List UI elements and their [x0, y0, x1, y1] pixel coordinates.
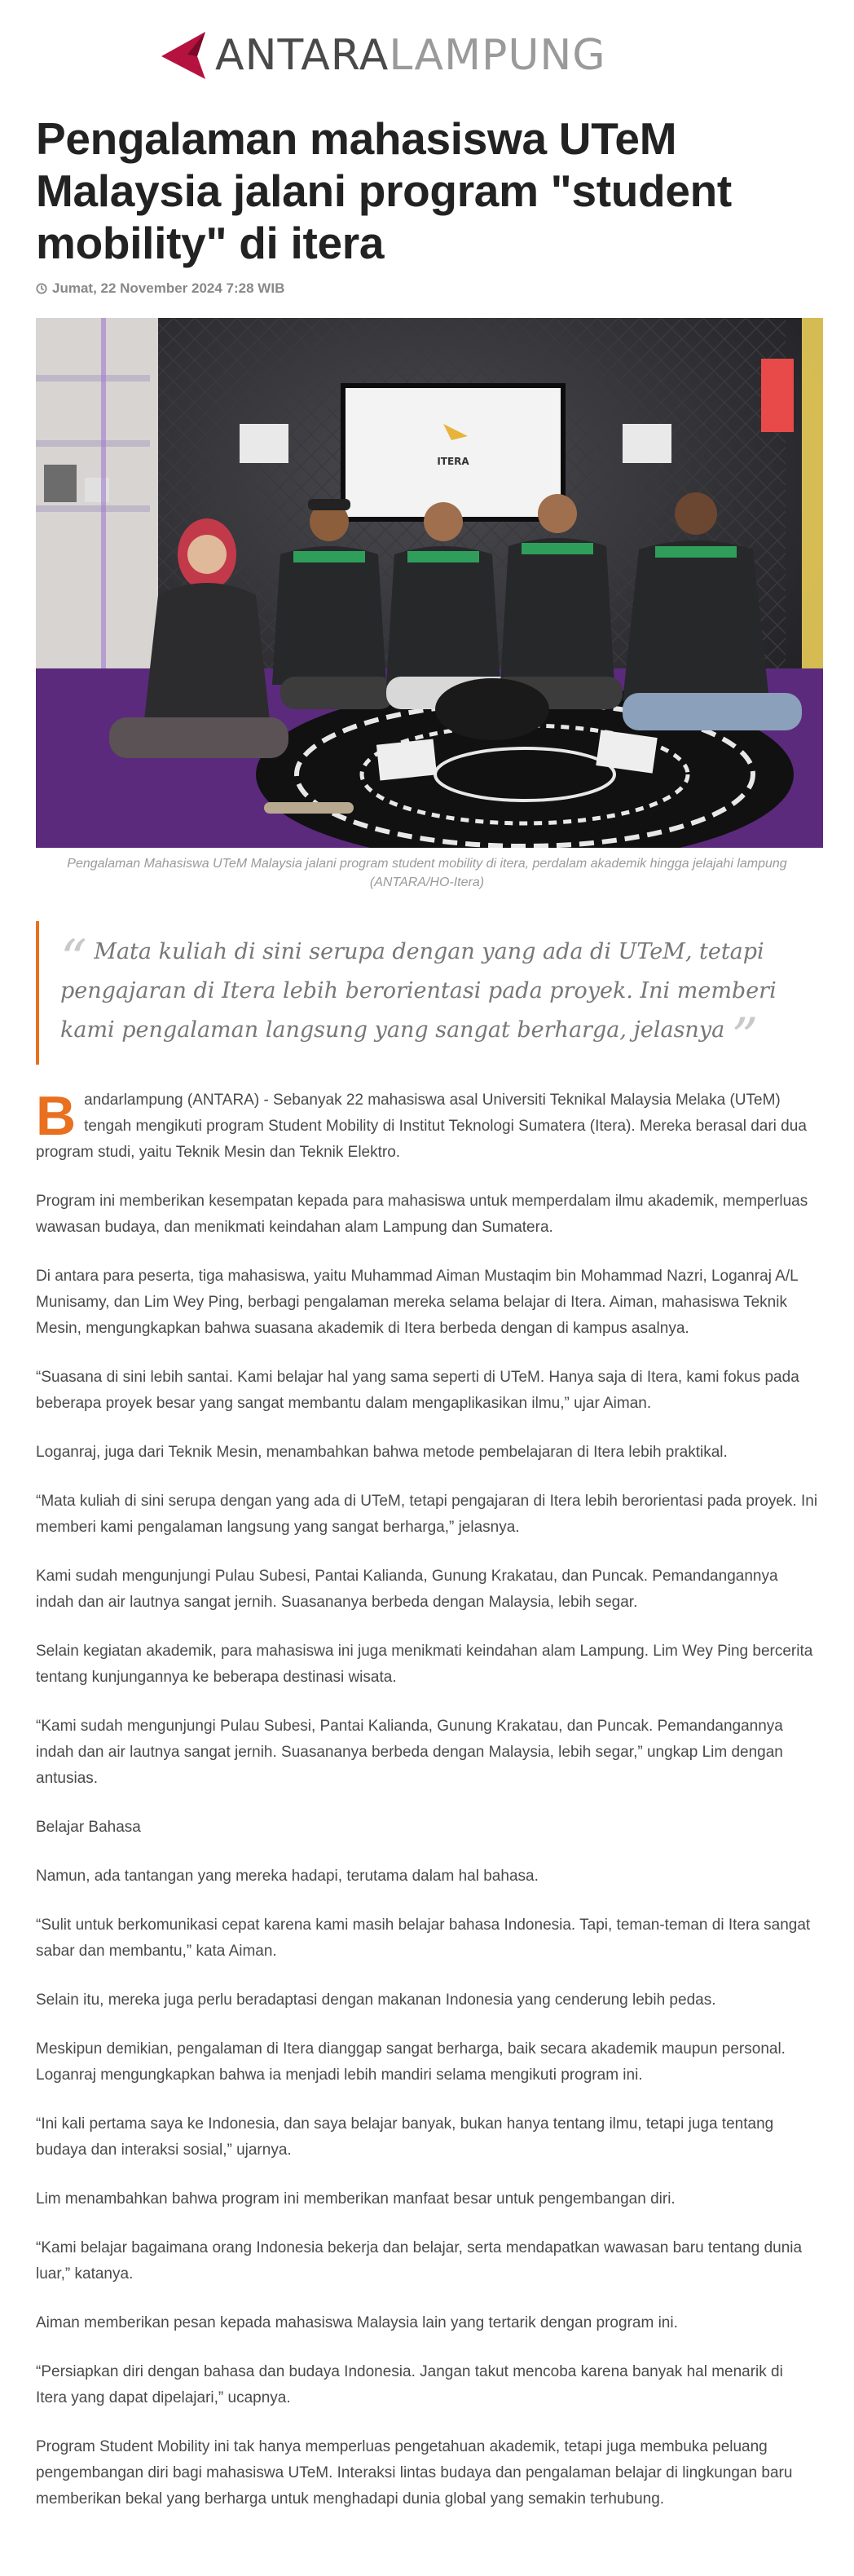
pull-quote-body	[60, 929, 786, 1068]
paragraph: “Suasana di sini lebih santai. Kami belajar hal yang sama seperti di UTeM. Hanya saja di Itera, kami fokus pada beberapa proyek besar yang sangat membantu dalam mengaplikasikan ilmu,” ujar Aiman.	[36, 1369, 799, 1412]
paragraph: “Kami belajar bagaimana orang Indonesia bekerja dan belajar, serta mendapatkan wawasan baru tentang dunia luar,” katanya.	[36, 2239, 803, 2283]
drop-cap: B	[36, 1087, 77, 1147]
photo-caption-text: Pengalaman Mahasiswa UTeM Malaysia jalani program student mobility di itera, perdalam akademik hingga jelajahi lampung	[67, 857, 787, 871]
paragraph: Meskipun demikian, pengalaman di Itera dianggap sangat berharga, baik secara akademik maupun personal. Loganraj mengungkapkan bahwa ia menjadi lebih mandiri selama mengikuti program ini.	[36, 2040, 786, 2084]
article-body	[36, 1087, 818, 2512]
paragraph: Selain kegiatan akademik, para mahasiswa ini juga menikmati keindahan alam Lampung. Lim Wey Ping bercerita tentang kunjungannya ke beberapa destinasi wisata.	[36, 1643, 813, 1686]
photo-caption	[36, 854, 818, 892]
paragraph: Program ini memberikan kesempatan kepada para mahasiswa untuk memperdalam ilmu akademik, memperluas wawasan budaya, dan menikmati keindahan alam Lampung dan Sumatera.	[36, 1193, 808, 1236]
photo-illustration	[36, 318, 823, 848]
logo-wordmark	[215, 31, 606, 80]
article-title: Pengalaman mahasiswa UTeM Malaysia jalani program "student mobility" di itera	[36, 113, 732, 268]
paragraph: Aiman memberikan pesan kepada mahasiswa Malaysia lain yang tertarik dengan program ini.	[36, 2314, 678, 2331]
lead-paragraph	[36, 1087, 818, 1166]
lead-text: andarlampung (ANTARA) - Sebanyak 22 mahasiswa asal Universiti Teknikal Malaysia Melaka (UTeM) tengah mengikuti program Student Mobility di Institut Teknologi Sumatera (Itera). Mereka berasal dari dua program studi, yaitu Teknik Mesin dan Teknik Elektro.	[36, 1092, 807, 1161]
paragraph: Kami sudah mengunjungi Pulau Subesi, Pantai Kalianda, Gunung Krakatau, dan Puncak. Pemandangannya indah dan air lautnya sangat jernih. Suasananya berbeda dengan Malaysia, lebih segar.	[36, 1568, 778, 1611]
screen-label: ITERA	[437, 456, 469, 467]
paragraph: Loganraj, juga dari Teknik Mesin, menambahkan bahwa metode pembelajaran di Itera lebih praktikal.	[36, 1444, 728, 1461]
paragraph: Di antara para peserta, tiga mahasiswa, yaitu Muhammad Aiman Mustaqim bin Mohammad Nazri, Loganraj A/L Munisamy, dan Lim Wey Ping, berbagi pengalaman mereka selama belajar di Itera. Aiman, mahasiswa Teknik Mesin, mengungkapkan bahwa suasana akademik di Itera berbeda dengan di kampus asalnya.	[36, 1268, 798, 1337]
pull-quote-text: Mata kuliah di sini serupa dengan yang ada di UTeM, tetapi pengajaran di Itera lebih berorientasi pada proyek. Ini memberi kami pengalaman langsung yang sangat berharga, jelasnya	[60, 939, 777, 1043]
quote-open-icon: “	[60, 929, 87, 990]
subheading: Belajar Bahasa	[36, 1819, 141, 1836]
photo-credit: (ANTARA/HO-Itera)	[369, 876, 485, 889]
paragraph: “Ini kali pertama saya ke Indonesia, dan saya belajar banyak, bukan hanya tentang ilmu, tetapi juga tentang budaya dan interaksi sosial,” ujarnya.	[36, 2115, 774, 2159]
logo-region-text: LAMPUNG	[389, 31, 606, 80]
article-photo	[36, 318, 823, 848]
clock-icon	[36, 283, 47, 294]
paragraph: Namun, ada tantangan yang mereka hadapi, terutama dalam hal bahasa.	[36, 1868, 539, 1885]
article-figure	[36, 318, 818, 892]
quote-close-icon: ”	[731, 1008, 759, 1068]
paragraph: Selain itu, mereka juga perlu beradaptasi dengan makanan Indonesia yang cenderung lebih pedas.	[36, 1992, 716, 2009]
logo-antara-text: ANTARA	[215, 31, 390, 80]
paragraph: Lim menambahkan bahwa program ini memberikan manfaat besar untuk pengembangan diri.	[36, 2190, 676, 2208]
publish-date	[36, 280, 818, 297]
site-logo[interactable]	[155, 27, 606, 84]
antara-logo-mark-icon	[155, 27, 212, 84]
paragraph: “Kami sudah mengunjungi Pulau Subesi, Pantai Kalianda, Gunung Krakatau, dan Puncak. Pemandangannya indah dan air lautnya sangat jernih. Suasananya berbeda dengan Malaysia, lebih segar,” ungkap Lim dengan antusias.	[36, 1718, 783, 1787]
article-main	[0, 112, 854, 2512]
paragraph: “Persiapkan diri dengan bahasa dan budaya Indonesia. Jangan takut mencoba karena banyak hal menarik di Itera yang dapat dipelajari,” ucapnya.	[36, 2363, 783, 2406]
publish-date-text: Jumat, 22 November 2024 7:28 WIB	[52, 280, 285, 296]
paragraph: “Mata kuliah di sini serupa dengan yang ada di UTeM, tetapi pengajaran di Itera lebih berorientasi pada proyek. Ini memberi kami pengalaman langsung yang sangat berharga,” jelasnya.	[36, 1493, 818, 1536]
paragraph: “Sulit untuk berkomunikasi cepat karena kami masih belajar bahasa Indonesia. Tapi, teman-teman di Itera sangat sabar dan membantu,” kata Aiman.	[36, 1917, 811, 1960]
site-header	[0, 0, 854, 104]
pull-quote	[36, 921, 818, 1068]
paragraph: Program Student Mobility ini tak hanya memperluas pengetahuan akademik, tetapi juga membuka peluang pengembangan diri bagi mahasiswa UTeM. Interaksi lintas budaya dan pengalaman belajar di lingkungan baru memberikan bekal yang berharga untuk menghadapi dunia global yang semakin terhubung.	[36, 2438, 793, 2508]
